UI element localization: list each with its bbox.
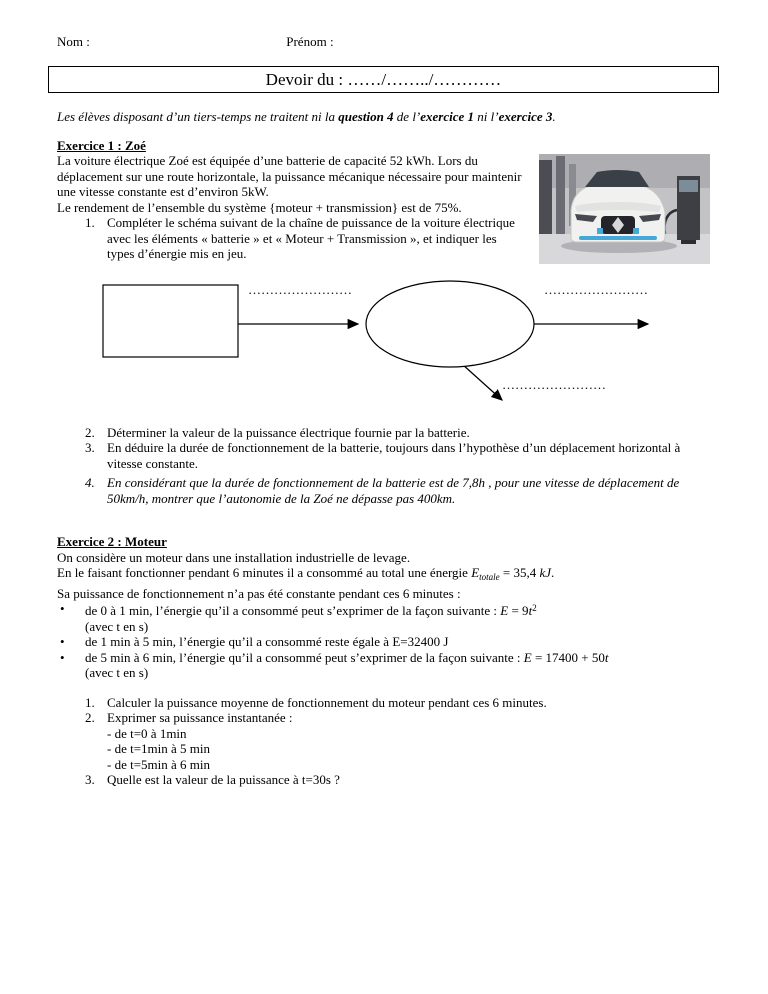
- power-chain-diagram: [50, 277, 710, 421]
- exercise1-intro-text: [57, 153, 525, 264]
- exercise1-intro-section: [57, 153, 710, 264]
- arrow-energy-loss: [462, 364, 502, 400]
- ex2-bullet-3: [57, 650, 710, 666]
- devoir-title: Devoir du : ……/……../…………: [265, 70, 502, 89]
- ex2-bullet-1: [57, 601, 710, 619]
- question-text: Calculer la puissance moyenne de fonctionnement du moteur pendant ces 6 minutes.: [107, 694, 547, 710]
- prenom-label: Prénom :: [286, 34, 334, 49]
- nom-label: Nom :: [57, 34, 90, 49]
- ex1-question-3: [85, 440, 710, 471]
- energy-label-right-dots: ……………………: [544, 282, 648, 297]
- energy-label-left-dots: ……………………: [248, 282, 352, 297]
- ex1-question-4: [85, 475, 710, 506]
- bullet-text: de 5 min à 6 min, l’énergie qu’il a consommé peut s’exprimer de la façon suivante : E = 17400 + 50t: [85, 649, 609, 665]
- energy-label-loss-dots: ……………………: [502, 377, 606, 392]
- exercise1-paragraph-1: La voiture électrique Zoé est équipée d’une batterie de capacité 52 kWh. Lors du déplacement sur une route horizontale, la puissance mécanique nécessaire pour maintenir une vitesse constante est d’environ 5kW.: [57, 153, 522, 199]
- exercise2-heading: Exercice 2 : Moteur: [57, 534, 167, 549]
- question-text: Exprimer sa puissance instantanée :: [107, 710, 293, 725]
- exercise2-paragraph-1: On considère un moteur dans une installation industrielle de levage.: [57, 549, 411, 565]
- question-number: 1.: [85, 694, 95, 710]
- exercise1-heading: Exercice 1 : Zoé: [57, 137, 146, 153]
- question-text: Quelle est la valeur de la puissance à t=30s ?: [107, 772, 340, 787]
- question-text: Compléter le schéma suivant de la chaîne de puissance de la voiture électrique avec les éléments « batterie » et « Moteur + Transmission », et indiquer les types d’énergie mis en jeu.: [107, 215, 515, 261]
- ex2-question-2-sub-3: - de t=5min à 6 min: [107, 756, 211, 772]
- exercise2-paragraph-3: Sa puissance de fonctionnement n’a pas été constante pendant ces 6 minutes :: [57, 585, 461, 601]
- bullet-icon: •: [60, 649, 65, 665]
- bullet-icon: •: [60, 634, 65, 649]
- question-number: 4.: [85, 475, 95, 490]
- question-number: 1.: [85, 215, 95, 230]
- ex2-question-2-sub-1: - de t=0 à 1min: [107, 725, 187, 741]
- question-number: 3.: [85, 440, 95, 455]
- exercise2-paragraph-2: En le faisant fonctionner pendant 6 minutes il a consommé au total une énergie $E_{totale} = 35,4$ kJ.: [57, 565, 555, 582]
- ex1-question-2: [85, 425, 710, 441]
- ex2-question-3: [85, 772, 710, 788]
- ex2-bullet-2: [57, 634, 710, 650]
- zoe-car-photo: [539, 154, 710, 264]
- bullet-note: (avec t en s): [85, 618, 149, 634]
- bullet-text: de 0 à 1 min, l’énergie qu’il a consommé peut s’exprimer de la façon suivante : $E = 9t^2$: [85, 603, 537, 618]
- question-number: 2.: [85, 424, 95, 440]
- bullet-text: de 1 min à 5 min, l’énergie qu’il a consommé reste égale à E=32400 J: [85, 634, 449, 649]
- ex2-question-2-sub-2: - de t=1min à 5 min: [107, 741, 211, 756]
- question-text: Déterminer la valeur de la puissance électrique fournie par la batterie.: [107, 424, 470, 440]
- bullet-icon: •: [60, 601, 65, 616]
- question-number: 2.: [85, 710, 95, 725]
- question-text: En déduire la durée de fonctionnement de la batterie, toujours dans l’hypothèse d’un déplacement horizontal à vitesse constante.: [107, 440, 681, 471]
- bullet-note: (avec t en s): [85, 665, 149, 680]
- devoir-title-box: [48, 66, 719, 93]
- ex2-question-2: [85, 710, 710, 726]
- name-header: [57, 34, 710, 50]
- tiers-temps-notice: Les élèves disposant d’un tiers-temps ne traitent ni la question 4 de l’exercice 1 ni l’exercice 3.: [57, 109, 556, 124]
- question-number: 3.: [85, 772, 95, 787]
- battery-box: [103, 285, 238, 357]
- exercise1-paragraph-2: Le rendement de l’ensemble du système {moteur + transmission} est de 75%.: [57, 199, 462, 215]
- ex1-question-1: [85, 215, 525, 262]
- motor-transmission-ellipse: [366, 281, 534, 367]
- ex2-question-1: [85, 695, 710, 711]
- question-text: En considérant que la durée de fonctionnement de la batterie est de 7,8h , pour une vitesse de déplacement de 50km/h, montrer que l’autonomie de la Zoé ne dépasse pas 400km.: [107, 475, 680, 506]
